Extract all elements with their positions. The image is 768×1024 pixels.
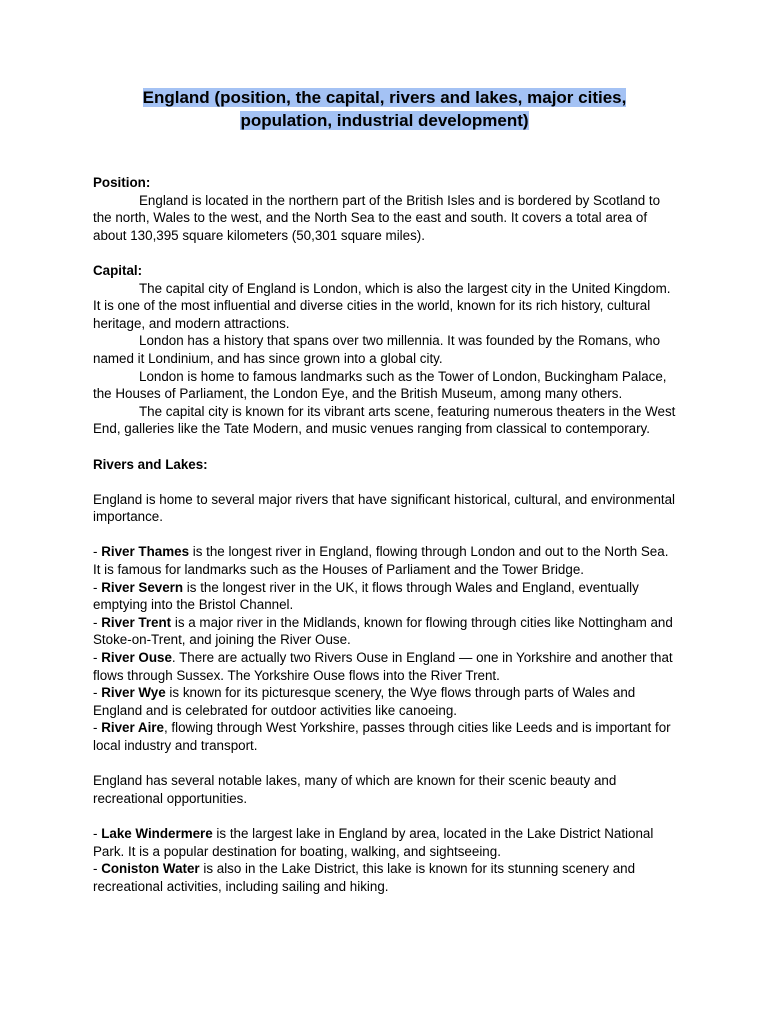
river-description: is known for its picturesque scenery, the Wye flows through parts of Wales and England and is celebrated for outdoor activities like canoeing. [93,685,636,718]
river-description: , flowing through West Yorkshire, passes through cities like Leeds and is important for local industry and transport. [93,720,671,753]
list-dash: - [93,579,102,595]
lakes-intro-paragraph: England has several notable lakes, many of which are known for their scenic beauty and recreational opportunities. [93,773,617,806]
document-title [93,86,676,132]
capital-heading: Capital: [93,262,143,278]
river-item-thames [93,543,676,578]
lake-description: is also in the Lake District, this lake is known for its stunning scenery and recreational activities, including sailing and hiking. [93,861,636,894]
river-item-wye [93,684,676,719]
river-description: . There are actually two Rivers Ouse in England — one in Yorkshire and another that flows through Sussex. The Yorkshire Ouse flows into the River Trent. [93,650,673,683]
spacer [93,244,676,262]
list-dash: - [93,544,102,560]
spacer [93,807,676,825]
list-dash: - [93,614,102,630]
capital-paragraph-4: The capital city is known for its vibrant arts scene, featuring numerous theaters in the West End, galleries like the Tate Modern, and music venues ranging from classical to contemporary. [93,403,676,437]
river-item-ouse [93,649,676,684]
river-name: River Trent [101,614,172,630]
document-body [93,174,676,895]
list-dash: - [93,861,102,877]
river-name: River Severn [101,579,184,595]
list-dash: - [93,650,102,666]
document-title-line-1: England (position, the capital, rivers and lakes, major cities, [142,88,627,107]
capital-paragraph-1: The capital city of England is London, which is also the largest city in the United Kingdom. It is one of the most influential and diverse cities in the world, known for its rich history, cultural heritage, and modern attractions. [93,280,671,331]
lake-description: is the largest lake in England by area, located in the Lake District National Park. It is a popular destination for boating, walking, and sightseeing. [93,825,654,859]
river-description: is a major river in the Midlands, known for flowing through cities like Nottingham and Stoke-on-Trent, and joining the River Ouse. [93,614,673,648]
river-item-severn [93,579,676,614]
list-dash: - [93,825,102,841]
river-description: is the longest river in the UK, it flows through Wales and England, eventually emptying into the Bristol Channel. [93,579,639,613]
river-name: River Aire [101,720,164,736]
river-name: River Wye [101,685,166,701]
lake-name: Lake Windermere [101,825,213,841]
spacer [93,526,676,544]
lake-name: Coniston Water [101,861,200,877]
position-heading: Position: [93,175,151,190]
river-description: is the longest river in England, flowing through London and out to the North Sea. It is famous for landmarks such as the Houses of Parliament and the Tower Bridge. [93,544,669,578]
capital-paragraph-2: London has a history that spans over two millennia. It was founded by the Romans, who named it Londinium, and has since grown into a global city. [93,333,661,366]
lake-item-coniston [93,860,676,895]
list-dash: - [93,720,102,736]
rivers-intro-paragraph: England is home to several major rivers that have significant historical, cultural, and environmental importance. [93,491,676,525]
position-paragraph: England is located in the northern part of the British Isles and is bordered by Scotland to the north, Wales to the west, and the North Sea to the east and south. It covers a total area of about 130,395 square kilometers (50,301 square miles). [93,192,661,243]
capital-paragraph-3: London is home to famous landmarks such as the Tower of London, Buckingham Palace, the Houses of Parliament, the London Eye, and the British Museum, among many others. [93,368,667,402]
river-name: River Ouse [101,650,172,666]
lake-item-windermere [93,825,676,860]
spacer [93,438,676,456]
spacer [93,755,676,773]
rivers-lakes-heading: Rivers and Lakes: [93,456,208,472]
river-item-trent [93,614,676,649]
document-title-line-2: population, industrial development) [240,111,529,130]
list-dash: - [93,685,102,701]
river-item-aire [93,719,676,754]
spacer [93,473,676,491]
river-name: River Thames [101,544,190,560]
